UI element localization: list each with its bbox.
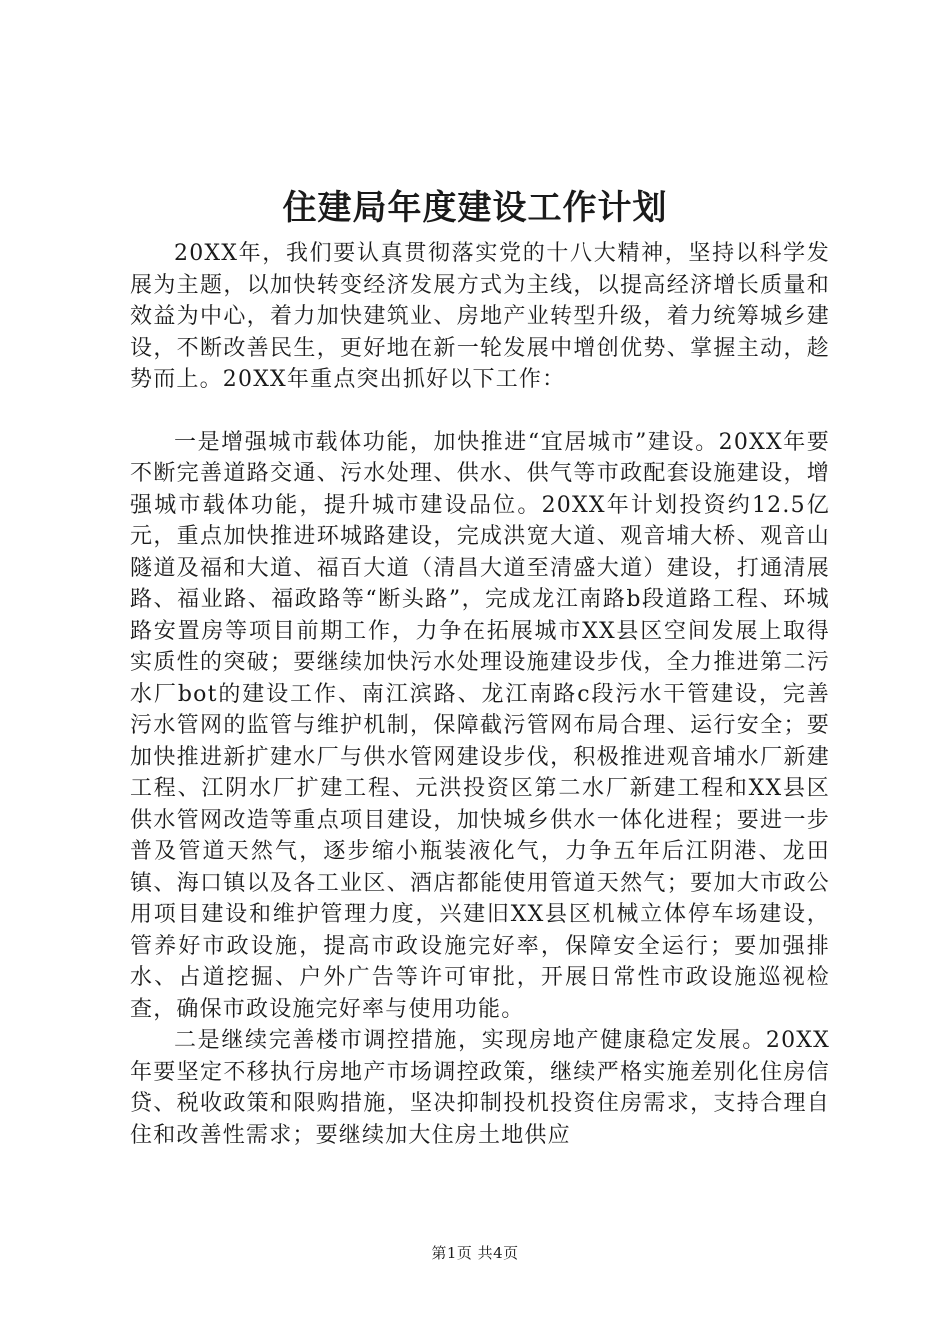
paragraph-intro: 20XX年，我们要认真贯彻落实党的十八大精神，坚持以科学发展为主题，以加快转变经济发展方式为主线，以提高经济增长质量和效益为中心，着力加快建筑业、房地产业转型升级，着力统筹城乡建设，不断改善民生，更好地在新一轮发展中增创优势、掌握主动，趁势而上。20XX年重点突出抓好以下工作： [130,241,830,392]
document-body [130,238,830,1151]
page-number-footer: 第1页 共4页 [431,1244,519,1262]
document-title: 住建局年度建设工作计划 [282,188,668,228]
paragraph-item-1: 一是增强城市载体功能，加快推进“宜居城市”建设。20XX年要不断完善道路交通、污水处理、供水、供气等市政配套设施建设，增强城市载体功能，提升城市建设品位。20XX年计划投资约12.5亿元，重点加快推进环城路建设，完成洪宽大道、观音埔大桥、观音山隧道及福和大道、福百大道（清昌大道至清盛大道）建设，打通清展路、福业路、福政路等“断头路”，完成龙江南路b段道路工程、环城路安置房等项目前期工作，力争在拓展城市XX县区空间发展上取得实质性的突破；要继续加快污水处理设施建设步伐，全力推进第二污水厂bot的建设工作、南江滨路、龙江南路c段污水干管建设，完善污水管网的监管与维护机制，保障截污管网布局合理、运行安全；要加快推进新扩建水厂与供水管网建设步伐，积极推进观音埔水厂新建工程、江阴水厂扩建工程、元洪投资区第二水厂新建工程和XX县区供水管网改造等重点项目建设，加快城乡供水一体化进程；要进一步普及管道天然气，逐步缩小瓶装液化气，力争五年后江阴港、龙田镇、海口镇以及各工业区、酒店都能使用管道天然气；要加大市政公用项目建设和维护管理力度，兴建旧XX县区机械立体停车场建设，管养好市政设施，提高市政设施完好率，保障安全运行；要加强排水、占道挖掘、户外广告等许可审批，开展日常性市政设施巡视检查，确保市政设施完好率与使用功能。 [130,429,830,1022]
paragraph-item-2: 二是继续完善楼市调控措施，实现房地产健康稳定发展。20XX年要坚定不移执行房地产市场调控政策，继续严格实施差别化住房信贷、税收政策和限购措施，坚决抑制投机投资住房需求，支持合理自住和改善性需求；要继续加大住房土地供应 [130,1028,830,1148]
